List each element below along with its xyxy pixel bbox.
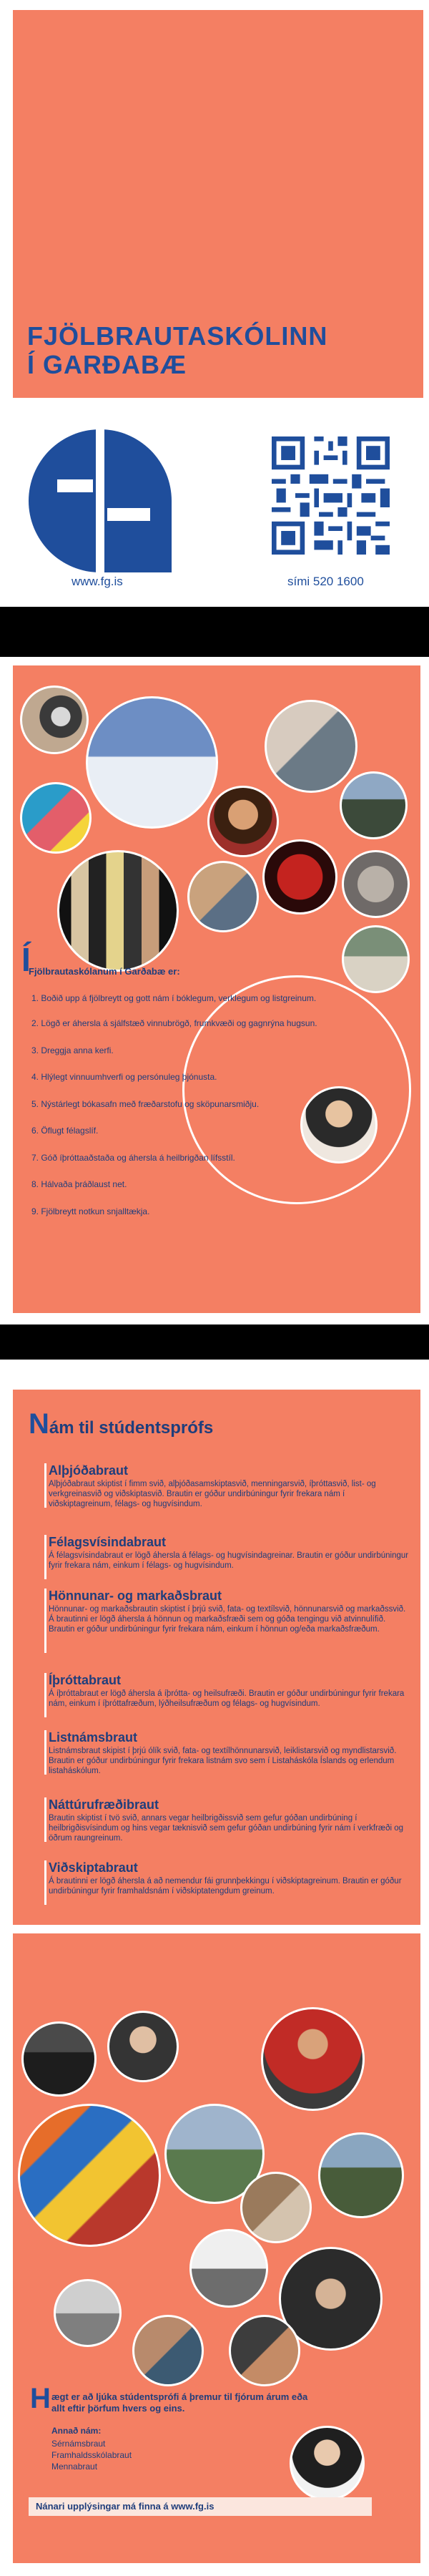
phone-number: sími 520 1600 xyxy=(287,575,364,588)
programs-heading-text: ám til stúdentsprófs xyxy=(49,1418,214,1438)
about-item: 4. Hlýlegt vinnuumhverfi og persónuleg þjónusta. xyxy=(31,1072,217,1082)
final-cta: ægt er að ljúka stúdentsprófi á þremur til fjórum árum eða allt eftir þörfum hvers og eins. xyxy=(51,2391,308,2414)
photo-outdoor-group xyxy=(318,2132,404,2218)
program-description: Listnámsbraut skipist í þrjú ólík svið, fata- og textílhönnunarsvið, leiklistarsvið og myndlistarsvið. Brautin er góður undirbúningur fyrir frekara listnám svo sem í Listaháskóla Íslands og erlendum listaháskólum. xyxy=(49,1747,397,1775)
school-title-line1: FJÖLBRAUTASKÓLINN xyxy=(27,321,328,351)
other-program-item: Sérnámsbraut xyxy=(51,2439,106,2449)
other-program-item: Mennabraut xyxy=(51,2462,98,2472)
program-item xyxy=(49,1535,410,1571)
program-item xyxy=(49,1860,410,1896)
about-item: 8. Hálvaða þráðlaust net. xyxy=(31,1179,127,1189)
about-title: Fjölbrautaskólanum í Garðabæ er: xyxy=(29,966,180,977)
website-url[interactable]: www.fg.is xyxy=(72,575,123,588)
program-description: Á félagsvísindabraut er lögð áhersla á félags- og hugvísindagreinar. Brautin er góður undirbúningur fyrir frekara nám, einkum í félags- og hugvísindum. xyxy=(49,1551,409,1570)
photo-costumes xyxy=(18,2104,161,2247)
photo-hall xyxy=(229,2315,300,2386)
program-title: Félagsvísindabraut xyxy=(49,1535,167,1549)
programs-panel xyxy=(0,1360,429,1946)
program-item xyxy=(49,1797,410,1843)
about-item: 9. Fjölbreytt notkun snjalltækja. xyxy=(31,1206,150,1216)
program-bar xyxy=(44,1673,46,1717)
photo-performer-red xyxy=(261,2007,365,2111)
program-bar xyxy=(44,1860,46,1905)
program-title: Hönnunar- og markaðsbraut xyxy=(49,1589,222,1603)
photo-student xyxy=(207,786,279,857)
photo-graduates xyxy=(290,2426,365,2501)
program-title: Alþjóðabraut xyxy=(49,1463,128,1478)
program-item xyxy=(49,1730,410,1776)
photo-classroom xyxy=(187,861,259,932)
qr-code xyxy=(272,436,390,555)
photo-dance-circle xyxy=(342,850,410,918)
program-bar xyxy=(44,1535,46,1579)
programs-heading-initial: N xyxy=(29,1408,49,1440)
about-item: 3. Dreggja anna kerfi. xyxy=(31,1045,114,1055)
more-info-banner[interactable]: Nánari upplýsingar má finna á www.fg.is xyxy=(29,2497,372,2516)
photo-performer xyxy=(20,686,89,754)
photo-art xyxy=(20,782,92,854)
program-item xyxy=(49,1589,410,1634)
program-description: Á brautinni er lögð áhersla á að nemendur fái grunnþekkingu í viðskiptagreinum. Brautin er góður undirbúningur fyrir framhaldsnám í viðskiptatengdum greinum. xyxy=(49,1877,402,1896)
photo-students-lineup xyxy=(57,850,179,972)
about-item: 2. Lögð er áhersla á sjálfstæð vinnubrögð, frumkvæði og gagnrýna hugsun. xyxy=(31,1018,317,1028)
other-program-item: Framhaldsskólabraut xyxy=(51,2450,132,2460)
photo-red-event xyxy=(262,839,337,914)
other-programs-title: Annað nám: xyxy=(51,2426,102,2436)
photo-ski-trip xyxy=(86,696,218,829)
photo-crowd xyxy=(21,2021,97,2097)
fg-logo xyxy=(29,429,172,572)
about-item: 6. Öflugt félagslíf. xyxy=(31,1126,99,1136)
program-title: Náttúrufræðibraut xyxy=(49,1797,159,1812)
photo-group-outdoor xyxy=(340,771,408,839)
programs-heading xyxy=(29,1408,213,1440)
cover-panel xyxy=(0,0,429,607)
program-bar xyxy=(44,1589,46,1653)
program-title: Íþróttabraut xyxy=(49,1673,121,1687)
photo-gym xyxy=(54,2279,122,2347)
photo-lab xyxy=(132,2315,204,2386)
about-item: 7. Góð íþróttaaðstaða og áhersla á heilbrigðan lífsstíl. xyxy=(31,1153,235,1163)
program-title: Listnámsbraut xyxy=(49,1730,138,1745)
photo-science xyxy=(265,700,358,793)
program-description: Hönnunar- og markaðsbrautin skiptist í þrjú svið, fata- og textílsvið, hönnunarsvið og markaðssvið. Á brautinni er lögð áhersla á hönnun og markaðsfræði sem og góða tengingu við atvinnulífið. Brautin er góður undirbúningur fyrir frekara nám, einkum í hönnun og/eða markaðsfræðum. xyxy=(49,1605,406,1634)
photo-instructor xyxy=(107,2011,179,2082)
photo-sign xyxy=(189,2229,268,2308)
program-bar xyxy=(44,1797,46,1842)
photo-sculptures xyxy=(342,925,410,993)
school-title-line2: Í GARÐABÆ xyxy=(27,350,187,379)
about-item: 1. Boðið upp á fjölbreytt og gott nám í bóklegum, verklegum og listgreinum. xyxy=(31,993,317,1003)
program-bar xyxy=(44,1730,46,1775)
about-drop-cap: Í xyxy=(21,941,31,978)
program-title: Viðskiptabraut xyxy=(49,1860,138,1875)
about-item: 5. Nýstárlegt bókasafn með fræðarstofu og sköpunarsmiðju. xyxy=(31,1099,260,1109)
school-title xyxy=(27,322,327,379)
program-description: Á íþróttabraut er lögð áhersla á íþrótta- og heilsufræði. Brautin er góður undirbúningur fyrir frekara nám, einkum í íþróttafræðum, lýðheilsufræðum og félags- og hugvísindum. xyxy=(49,1689,405,1708)
program-description: Alþjóðabraut skiptist í fimm svið, alþjóðasamskiptasvið, menningarsvið, íþróttasvið, list- og verkgreinasvið og viðskiptasvið. Brautin er góður undirbúningur fyrir frekara nám í viðskiptagreinum, félags- og hugvísindum. xyxy=(49,1480,376,1508)
final-drop-cap: H xyxy=(30,2383,51,2414)
photo-workshop xyxy=(240,2172,312,2243)
about-panel xyxy=(0,657,429,1324)
final-panel xyxy=(0,1925,429,2576)
photo-friends xyxy=(300,1086,378,1163)
program-item xyxy=(49,1673,410,1709)
program-description: Brautin skiptist í tvö svið, annars vegar heilbrigðissvið sem gefur góðan undirbúning í heilbrigðisvísindum og hins vegar tæknisvið sem gefur góðan undirbúning fyrir nám í verkfræði og öðrum raungreinum. xyxy=(49,1814,404,1843)
program-item xyxy=(49,1463,410,1509)
decorative-ring xyxy=(182,975,411,1204)
program-bar xyxy=(44,1463,46,1508)
